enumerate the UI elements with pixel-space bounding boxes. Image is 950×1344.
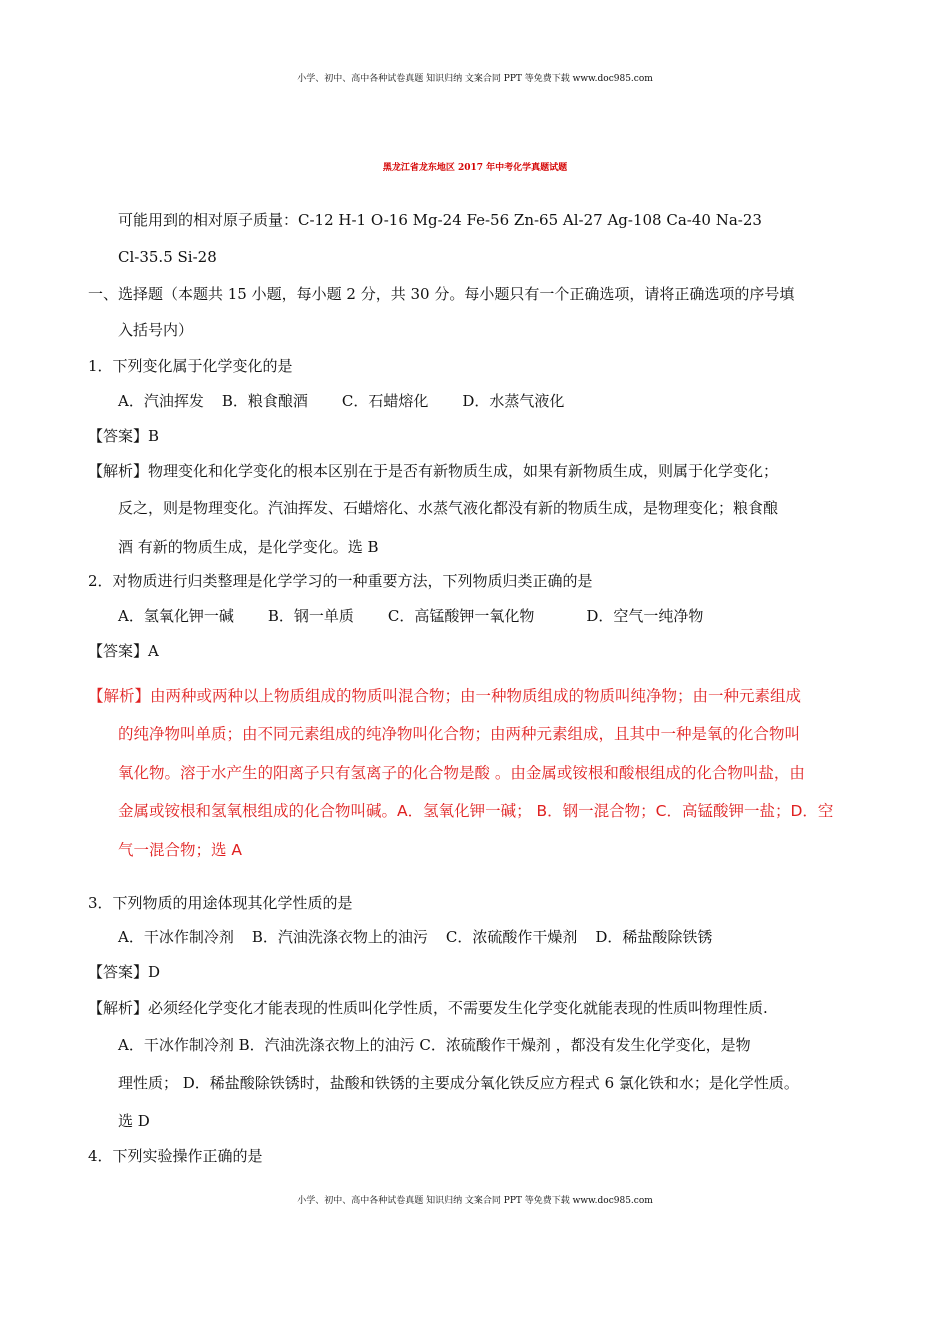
- q1-explanation-1: 【解析】物理变化和化学变化的根本区别在于是否有新物质生成，如果有新物质生成，则属于化学变化；: [88, 462, 779, 480]
- q3-explanation-3: 理性质； D．稀盐酸除铁锈时，盐酸和铁锈的主要成分氧化铁反应方程式 6 氯化铁和水；是化学性质。: [118, 1074, 799, 1092]
- page-footer: 小学、初中、高中各种试卷真题 知识归纳 文案合同 PPT 等免费下载 www.doc985.com: [297, 1196, 653, 1206]
- q3-options: [118, 927, 712, 947]
- q3-answer: 【答案】D: [88, 963, 161, 981]
- q3-option-c: C．浓硫酸作干燥剂: [445, 928, 578, 946]
- page-title: 黑龙江省龙东地区 2017 年中考化学真题试题: [382, 163, 568, 173]
- q2-explanation-5: 气一混合物；选 A: [118, 841, 243, 859]
- q1-option-d: D．水蒸气液化: [462, 392, 565, 410]
- page-header: 小学、初中、高中各种试卷真题 知识归纳 文案合同 PPT 等免费下载 www.doc985.com: [297, 74, 653, 84]
- q1-option-c: C．石蜡熔化: [341, 392, 429, 410]
- q3-explanation-4: 选 D: [118, 1112, 150, 1130]
- q2-explanation-2: 的纯净物叫单质；由不同元素组成的纯净物叫化合物；由两种元素组成，且其中一种是氧的化合物叫: [118, 725, 801, 743]
- q2-option-b: B．钢一单质: [267, 607, 354, 625]
- q1-option-a: A．汽油挥发: [118, 392, 204, 410]
- q2-explanation-3: 氧化物。溶于水产生的阳离子只有氢离子的化合物是酸 。由金属或铵根和酸根组成的化合物叫盐，由: [118, 764, 805, 782]
- q1-option-b: B．粮食酿酒: [221, 392, 308, 410]
- q3-option-d: D．稀盐酸除铁锈: [595, 928, 713, 946]
- q3-stem: 3．下列物质的用途体现其化学性质的是: [88, 894, 353, 912]
- q1-options: [118, 391, 564, 411]
- q3-explanation-1: 【解析】必须经化学变化才能表现的性质叫化学性质，不需要发生化学变化就能表现的性质叫物理性质.: [88, 999, 768, 1017]
- q2-explanation-1: 【解析】由两种或两种以上物质组成的物质叫混合物；由一种物质组成的物质叫纯净物；由一种元素组成: [88, 687, 802, 705]
- q3-explanation-2: A．干冰作制冷剂 B．汽油洗涤衣物上的油污 C．浓硫酸作干燥剂 ，都没有发生化学变化，是物: [118, 1036, 751, 1054]
- q2-option-c: C．高锰酸钾一氧化物: [387, 607, 535, 625]
- q2-option-a: A．氢氧化钾一碱: [118, 607, 234, 625]
- q2-explanation-4: 金属或铵根和氢氧根组成的化合物叫碱。A．氢氧化钾一碱； B．钢一混合物；C．高锰酸钾一盐；D．空: [118, 802, 834, 820]
- q2-answer: 【答案】A: [88, 642, 159, 660]
- section-heading-cont: 入括号内）: [118, 321, 194, 339]
- q1-stem: 1．下列变化属于化学变化的是: [88, 357, 293, 375]
- q1-explanation-2: 反之，则是物理变化。汽油挥发、石蜡熔化、水蒸气液化都没有新的物质生成，是物理变化；粮食酿: [118, 499, 779, 517]
- section-heading: 一、选择题（本题共 15 小题，每小题 2 分，共 30 分。每小题只有一个正确选项，请将正确选项的序号填: [88, 285, 795, 303]
- q1-explanation-3: 酒 有新的物质生成，是化学变化。选 B: [118, 538, 379, 556]
- atomic-masses-line-2: Cl-35.5 Si-28: [118, 248, 217, 266]
- atomic-masses-line-1: 可能用到的相对原子质量：C-12 H-1 O-16 Mg-24 Fe-56 Zn-65 Al-27 Ag-108 Ca-40 Na-23: [118, 211, 762, 229]
- q2-stem: 2．对物质进行归类整理是化学学习的一种重要方法，下列物质归类正确的是: [88, 572, 593, 590]
- q3-option-b: B．汽油洗涤衣物上的油污: [251, 928, 428, 946]
- q3-option-a: A．干冰作制冷剂: [118, 928, 234, 946]
- q4-stem: 4．下列实验操作正确的是: [88, 1147, 263, 1165]
- q2-options: [118, 606, 703, 626]
- q2-option-d: D．空气一纯净物: [586, 607, 704, 625]
- q1-answer: 【答案】B: [88, 427, 160, 445]
